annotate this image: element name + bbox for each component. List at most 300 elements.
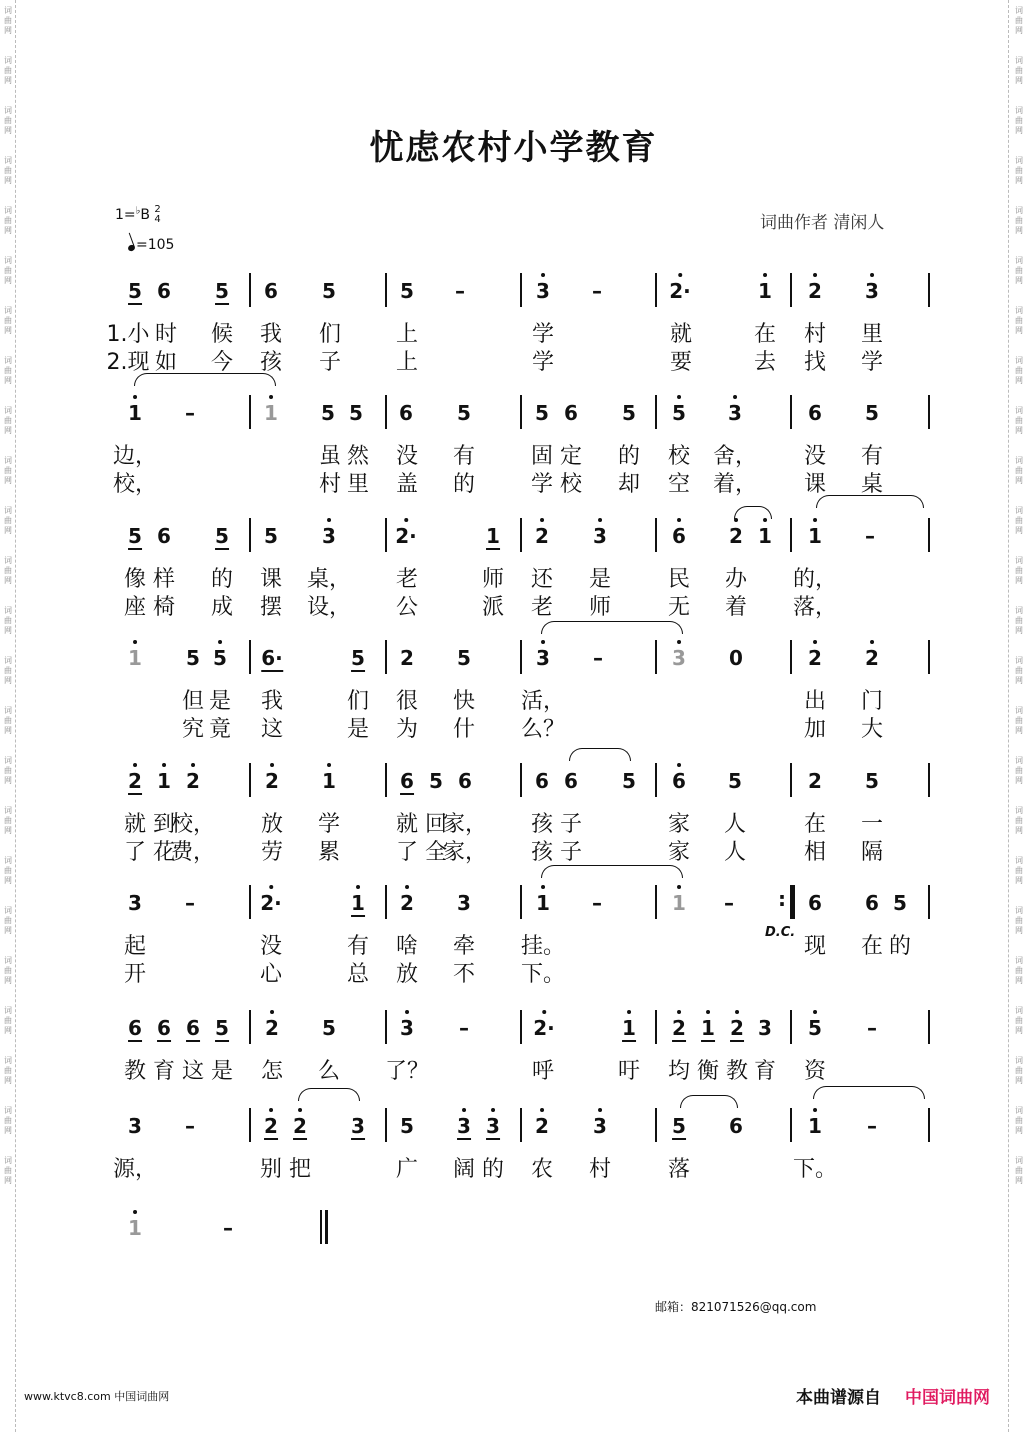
slur-arc (569, 748, 631, 761)
note: 2 (400, 891, 414, 915)
bar-line (655, 1010, 657, 1044)
bar-line (790, 1108, 792, 1142)
lyric-syllable: 心 (259, 962, 283, 987)
note: 5 (429, 769, 443, 793)
bar-line (520, 273, 522, 307)
lyric-syllable: 农 (530, 1157, 554, 1182)
lyric-syllable: 广 (395, 1157, 419, 1182)
lyric-syllable: 们 (346, 689, 370, 714)
lyric-syllable: 门 (860, 689, 884, 714)
note: 1 (157, 769, 171, 793)
bar-line (249, 518, 251, 552)
note: 6 (808, 401, 822, 425)
lyric-syllable: 不 (452, 962, 476, 987)
bar-line (655, 640, 657, 674)
bar-line (655, 273, 657, 307)
note: – (867, 1016, 877, 1040)
lyric-syllable: 全 (424, 840, 448, 865)
lyric-syllable: 座 (123, 595, 147, 620)
note: 5 (322, 279, 336, 303)
final-bar-line (320, 1210, 322, 1244)
lyric-syllable: 像 (123, 567, 147, 592)
note: 5 (865, 401, 879, 425)
lyric-syllable: 1.小 (106, 322, 150, 347)
bar-line (249, 1108, 251, 1142)
lyric-syllable: 放 (395, 962, 419, 987)
lyric-syllable: 开 (123, 962, 147, 987)
lyric-syllable: 起 (123, 934, 147, 959)
note: 5 (400, 279, 414, 303)
note: 1 (672, 891, 686, 915)
note: 5 (215, 279, 229, 303)
lyric-syllable: 民 (667, 567, 691, 592)
lyric-syllable: 师 (588, 595, 612, 620)
bar-line (790, 395, 792, 429)
lyric-syllable: 就 (669, 322, 693, 347)
note: 1 (486, 524, 500, 548)
note: 6 (157, 524, 171, 548)
note: 6 (157, 279, 171, 303)
bar-line (520, 885, 522, 919)
bar-line (520, 1108, 522, 1142)
lyric-syllable: 桌， (306, 567, 352, 592)
note: 2 (808, 279, 822, 303)
note: 2 (400, 646, 414, 670)
tempo-mark (128, 237, 174, 253)
note: 3 (322, 524, 336, 548)
note: 5 (535, 401, 549, 425)
lyric-syllable: 2.现 (106, 350, 150, 375)
source-name: 中国词曲网 (905, 1388, 990, 1408)
lyric-syllable: 里 (346, 472, 370, 497)
lyric-syllable: 但 (181, 689, 205, 714)
note: – (724, 891, 734, 915)
lyric-syllable: 在 (753, 322, 777, 347)
source-label: 本曲谱源自 (796, 1388, 881, 1408)
lyric-syllable: 候 (210, 322, 234, 347)
lyric-syllable: 人 (723, 812, 747, 837)
slur-arc (541, 865, 683, 878)
note: 3 (758, 1016, 772, 1040)
dc-mark: D.C. (765, 925, 796, 940)
lyric-syllable: 有 (860, 444, 884, 469)
lyric-syllable: 学 (317, 812, 341, 837)
note: 6 (128, 1016, 142, 1040)
lyric-syllable: 孩 (530, 812, 554, 837)
note: 6 (865, 891, 879, 915)
note: 6 (672, 769, 686, 793)
bar-line (928, 1010, 930, 1044)
lyric-syllable: 究 (181, 717, 205, 742)
lyric-syllable: 们 (318, 322, 342, 347)
lyric-syllable: 育 (753, 1059, 777, 1084)
note: 5 (349, 401, 363, 425)
lyric-syllable: 校 (559, 472, 583, 497)
slur-arc (680, 1095, 738, 1108)
lyric-syllable: 一 (860, 812, 884, 837)
note: 5 (128, 524, 142, 548)
lyric-syllable: 还 (530, 567, 554, 592)
bar-line (325, 1210, 328, 1244)
note: 6· (261, 646, 283, 670)
lyric-syllable: 桌 (860, 472, 884, 497)
slur-arc (734, 506, 772, 519)
note: 1 (128, 646, 142, 670)
note: 5 (351, 646, 365, 670)
lyric-syllable: 别 (259, 1157, 283, 1182)
note: – (867, 1114, 877, 1138)
lyric-syllable: 下。 (520, 962, 566, 987)
note: 2· (533, 1016, 555, 1040)
bar-line (385, 395, 387, 429)
lyric-syllable: 是 (210, 1059, 234, 1084)
email-contact: 邮箱：821071526@qq.com (655, 1300, 817, 1314)
key-signature (115, 205, 161, 225)
note: 5 (672, 401, 686, 425)
note: 2 (265, 1016, 279, 1040)
lyric-syllable: 回 (424, 812, 448, 837)
note: 2 (293, 1114, 307, 1138)
note: 3 (486, 1114, 500, 1138)
lyric-syllable: 为 (395, 717, 419, 742)
lyric-syllable: 学 (531, 322, 555, 347)
time-signature (154, 205, 160, 225)
lyric-syllable: 家 (667, 840, 691, 865)
note: 5 (264, 524, 278, 548)
note: 3 (593, 524, 607, 548)
key-prefix: 1= (115, 207, 136, 223)
lyric-syllable: 竟 (208, 717, 232, 742)
slur-arc (541, 621, 683, 634)
bar-line (249, 395, 251, 429)
lyric-syllable: 固 (530, 444, 554, 469)
note: 5 (322, 1016, 336, 1040)
note: 1 (758, 524, 772, 548)
time-bottom: 4 (154, 214, 161, 225)
lyric-syllable: 老 (530, 595, 554, 620)
margin-watermark-left: 词 曲 网 词 曲 网 词 曲 网 词 曲 网 词 曲 网 词 曲 网 词 曲 网 词 曲 网 词 曲 网 词 曲 网 词 曲 网 词 曲 网 词 曲 网 词 曲 网 词 曲 网 词 曲 网 词 曲 网 词 曲 网 词 曲 网 词 曲 网 词 曲 网 词 曲 网 词 曲 网 词 曲 网 (4, 6, 12, 1185)
note: 5 (457, 646, 471, 670)
bar-line (790, 640, 792, 674)
lyric-syllable: 课 (259, 567, 283, 592)
note: 3 (128, 1114, 142, 1138)
lyric-syllable: 相 (803, 840, 827, 865)
repeat-bar (791, 885, 795, 919)
lyric-syllable: 隔 (860, 840, 884, 865)
note: 2 (264, 1114, 278, 1138)
lyric-syllable: 校， (112, 472, 158, 497)
lyric-syllable: 是 (208, 689, 232, 714)
note: 2 (265, 769, 279, 793)
lyric-syllable: 这 (181, 1059, 205, 1084)
lyric-syllable: 家， (442, 812, 488, 837)
bar-line (249, 640, 251, 674)
lyric-syllable: 啥 (395, 934, 419, 959)
note: – (865, 524, 875, 548)
repeat-dots: : (778, 887, 786, 911)
lyric-syllable: 学 (530, 472, 554, 497)
note: – (592, 891, 602, 915)
lyric-syllable: 吁 (617, 1059, 641, 1084)
note: – (459, 1016, 469, 1040)
note: 1 (808, 1114, 822, 1138)
lyric-syllable: 资 (803, 1059, 827, 1084)
lyric-syllable: 了？ (384, 1059, 430, 1084)
lyric-syllable: 要 (669, 350, 693, 375)
lyric-syllable: 虽 (318, 444, 342, 469)
note: – (185, 891, 195, 915)
lyric-syllable: 师 (481, 567, 505, 592)
bar-line (928, 640, 930, 674)
lyric-syllable: 落， (792, 595, 838, 620)
lyric-syllable: 的 (481, 1157, 505, 1182)
note: 5 (128, 279, 142, 303)
note: 3 (593, 1114, 607, 1138)
lyric-syllable: 的 (888, 934, 912, 959)
lyric-syllable: 然 (346, 444, 370, 469)
lyric-syllable: 快 (452, 689, 476, 714)
slur-arc (298, 1088, 360, 1101)
lyric-syllable: 育 (152, 1059, 176, 1084)
lyric-syllable: 在 (803, 812, 827, 837)
note: 3 (400, 1016, 414, 1040)
lyric-syllable: 花 (152, 840, 176, 865)
lyric-syllable: 学 (531, 350, 555, 375)
lyric-syllable: 着， (712, 472, 758, 497)
lyric-syllable: 设， (306, 595, 352, 620)
site-footer: www.ktvc8.com 中国词曲网 (24, 1390, 170, 1403)
bar-line (385, 1108, 387, 1142)
bar-line (249, 273, 251, 307)
note: 1 (351, 891, 365, 915)
note: 1 (701, 1016, 715, 1040)
lyric-syllable: 学 (860, 350, 884, 375)
note: 3 (728, 401, 742, 425)
lyric-syllable: 家， (442, 840, 488, 865)
lyric-syllable: 校 (667, 444, 691, 469)
bar-line (928, 395, 930, 429)
note: 5 (186, 646, 200, 670)
note: 5 (457, 401, 471, 425)
lyric-syllable: 很 (395, 689, 419, 714)
lyric-syllable: 里 (860, 322, 884, 347)
lyric-syllable: 落 (667, 1157, 691, 1182)
bar-line (928, 1108, 930, 1142)
lyric-syllable: 村 (588, 1157, 612, 1182)
note: – (185, 401, 195, 425)
lyric-syllable: 下。 (792, 1157, 838, 1182)
note: 2 (808, 646, 822, 670)
note: 1 (808, 524, 822, 548)
note: 1 (128, 401, 142, 425)
lyric-syllable: 了 (123, 840, 147, 865)
lyric-syllable: 的， (792, 567, 838, 592)
bar-line (385, 518, 387, 552)
lyric-syllable: 放 (260, 812, 284, 837)
lyric-syllable: 子 (559, 812, 583, 837)
note: – (223, 1216, 233, 1240)
time-top: 2 (154, 204, 161, 215)
lyric-syllable: 孩 (259, 350, 283, 375)
bar-line (790, 273, 792, 307)
note: 6 (564, 401, 578, 425)
lyric-syllable: 定 (559, 444, 583, 469)
lyric-syllable: 子 (318, 350, 342, 375)
lyric-syllable: 时 (154, 322, 178, 347)
note: 6 (729, 1114, 743, 1138)
note: 3 (865, 279, 879, 303)
lyric-syllable: 样 (152, 567, 176, 592)
lyric-syllable: 均 (667, 1059, 691, 1084)
bar-line (928, 518, 930, 552)
note: 3 (536, 646, 550, 670)
lyric-syllable: 去 (753, 350, 777, 375)
lyric-syllable: 总 (346, 962, 370, 987)
note: 5 (213, 646, 227, 670)
left-margin-line (15, 0, 16, 1432)
lyric-syllable: 盖 (395, 472, 419, 497)
lyric-syllable: 今 (210, 350, 234, 375)
note: 6 (672, 524, 686, 548)
tempo-value: =105 (136, 237, 175, 253)
right-margin-line (1008, 0, 1009, 1432)
note: 2 (865, 646, 879, 670)
bar-line (928, 763, 930, 797)
slur-arc (816, 495, 924, 508)
bar-line (655, 1108, 657, 1142)
lyric-syllable: 孩 (530, 840, 554, 865)
bar-line (928, 273, 930, 307)
lyric-syllable: 老 (395, 567, 419, 592)
note: 5 (808, 1016, 822, 1040)
note: 2· (260, 891, 282, 915)
lyric-syllable: 源， (112, 1157, 158, 1182)
lyric-syllable: 牵 (452, 934, 476, 959)
note: 6 (535, 769, 549, 793)
note: 1 (758, 279, 772, 303)
note: 5 (215, 524, 229, 548)
lyric-syllable: 怎 (260, 1059, 284, 1084)
lyric-syllable: 却 (617, 472, 641, 497)
lyric-syllable: 没 (395, 444, 419, 469)
note: 2 (186, 769, 200, 793)
bar-line (385, 273, 387, 307)
note: – (455, 279, 465, 303)
note: 6 (186, 1016, 200, 1040)
lyric-syllable: 空 (667, 472, 691, 497)
lyric-syllable: 我 (260, 689, 284, 714)
lyric-syllable: 在 (860, 934, 884, 959)
note: 6 (400, 769, 414, 793)
bar-line (385, 640, 387, 674)
note: 3 (128, 891, 142, 915)
note: 5 (622, 769, 636, 793)
note: 5 (400, 1114, 414, 1138)
bar-line (520, 395, 522, 429)
lyric-syllable: 活， (520, 689, 566, 714)
lyric-syllable: 现 (803, 934, 827, 959)
note: 5 (865, 769, 879, 793)
lyric-syllable: 村 (803, 322, 827, 347)
lyric-syllable: 上 (395, 350, 419, 375)
lyric-syllable: 到 (152, 812, 176, 837)
bar-line (655, 518, 657, 552)
bar-line (520, 1010, 522, 1044)
lyric-syllable: 课 (803, 472, 827, 497)
bar-line (249, 763, 251, 797)
lyric-syllable: 衡 (696, 1059, 720, 1084)
bar-line (520, 640, 522, 674)
song-title: 忧虑农村小学教育 (369, 128, 658, 168)
note: 5 (672, 1114, 686, 1138)
note: 2 (729, 524, 743, 548)
lyric-syllable: 把 (288, 1157, 312, 1182)
lyric-syllable: 派 (481, 595, 505, 620)
note: 3 (536, 279, 550, 303)
bar-line (249, 885, 251, 919)
note: 5 (215, 1016, 229, 1040)
note: 6 (808, 891, 822, 915)
lyric-syllable: 是 (588, 567, 612, 592)
lyric-syllable: 费， (170, 840, 216, 865)
lyric-syllable: 的 (617, 444, 641, 469)
bar-line (655, 885, 657, 919)
note: 3 (457, 891, 471, 915)
bar-line (655, 763, 657, 797)
note: 3 (457, 1114, 471, 1138)
lyric-syllable: 如 (154, 350, 178, 375)
lyric-syllable: 家 (667, 812, 691, 837)
lyric-syllable: 挂。 (520, 934, 566, 959)
note: 5 (622, 401, 636, 425)
lyric-syllable: 的 (210, 567, 234, 592)
note: 1 (536, 891, 550, 915)
lyric-syllable: 上 (395, 322, 419, 347)
lyric-syllable: 公 (395, 595, 419, 620)
lyric-syllable: 椅 (152, 595, 176, 620)
note: 2 (730, 1016, 744, 1040)
bar-line (249, 1010, 251, 1044)
lyric-syllable: 办 (724, 567, 748, 592)
lyric-syllable: 劳 (260, 840, 284, 865)
bar-line (385, 885, 387, 919)
note: – (185, 1114, 195, 1138)
note: 6 (458, 769, 472, 793)
note: 6 (264, 279, 278, 303)
bar-line (385, 763, 387, 797)
lyric-syllable: 子 (559, 840, 583, 865)
note: 6 (157, 1016, 171, 1040)
note: – (592, 279, 602, 303)
note: 1 (622, 1016, 636, 1040)
slur-arc (813, 1086, 925, 1099)
note: 3 (351, 1114, 365, 1138)
lyric-syllable: 无 (667, 595, 691, 620)
note: 5 (893, 891, 907, 915)
key-tonic: B (140, 207, 150, 223)
lyric-syllable: 成 (210, 595, 234, 620)
author-credit: 词曲作者 清闲人 (760, 213, 885, 233)
bar-line (385, 1010, 387, 1044)
lyric-syllable: 就 (123, 812, 147, 837)
bar-line (928, 885, 930, 919)
bar-line (790, 763, 792, 797)
bar-line (790, 518, 792, 552)
note: 2 (808, 769, 822, 793)
lyric-syllable: 加 (803, 717, 827, 742)
lyric-syllable: 村 (318, 472, 342, 497)
lyric-syllable: 大 (860, 717, 884, 742)
